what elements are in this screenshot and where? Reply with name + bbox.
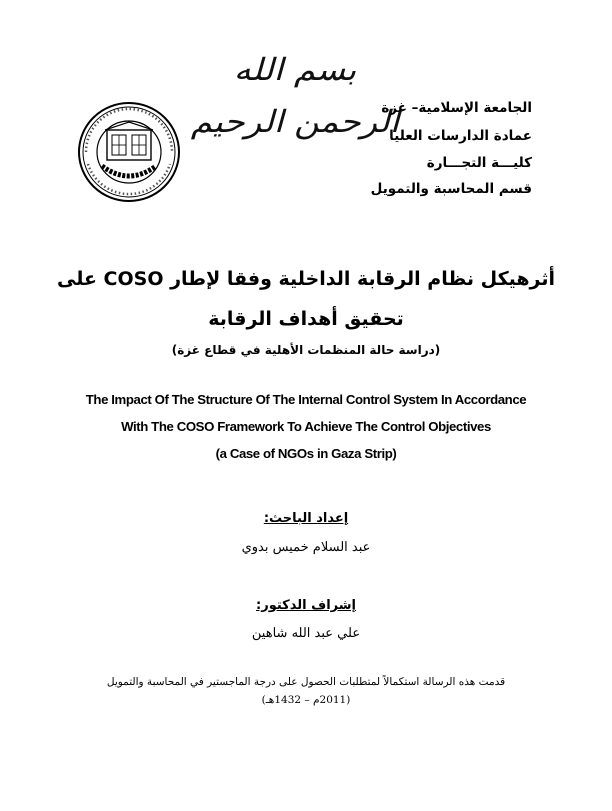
- arabic-subtitle: (دراسة حالة المنظمات الأهلية في قطاع غزة): [171, 343, 441, 357]
- researcher-label: إعداد الباحث:: [263, 511, 349, 526]
- english-title-line2: With The COSO Framework To Achieve The Control Objectives: [121, 419, 491, 434]
- supervisor-label: إشراف الدكتور:: [256, 598, 356, 613]
- arabic-title-line2: تحقيق أهداف الرقابة: [208, 308, 404, 330]
- deanship-name: عمادة الدارسات العليا: [389, 128, 532, 144]
- department-name: قسم المحاسبة والتمويل: [370, 181, 532, 197]
- faculty-name: كليـــة التجـــارة: [426, 155, 532, 171]
- basmala-text: بسم الله الرحمن الرحيم: [190, 51, 400, 141]
- english-subtitle: (a Case of NGOs in Gaza Strip): [215, 446, 397, 461]
- submission-note: قدمت هذه الرسالة استكمالاً لمتطلبات الحصول على درجة الماجستير في المحاسبة والتمويل: [106, 676, 506, 688]
- researcher-name: عبد السلام خميس بدوي: [241, 540, 371, 555]
- basmala-calligraphy: [180, 38, 410, 141]
- university-seal-icon: [76, 100, 182, 204]
- university-name: الجامعة الإسلامية– غزة: [381, 100, 532, 116]
- arabic-title-line1: أثرهيكل نظام الرقابة الداخلية وفقا لإطار COSO على: [56, 268, 556, 290]
- english-title-line1: The Impact Of The Structure Of The Internal Control System In Accordance: [85, 392, 527, 407]
- supervisor-name: علي عبد الله شاهين: [251, 626, 361, 641]
- submission-date: (2011م – 1432هـ): [261, 694, 351, 706]
